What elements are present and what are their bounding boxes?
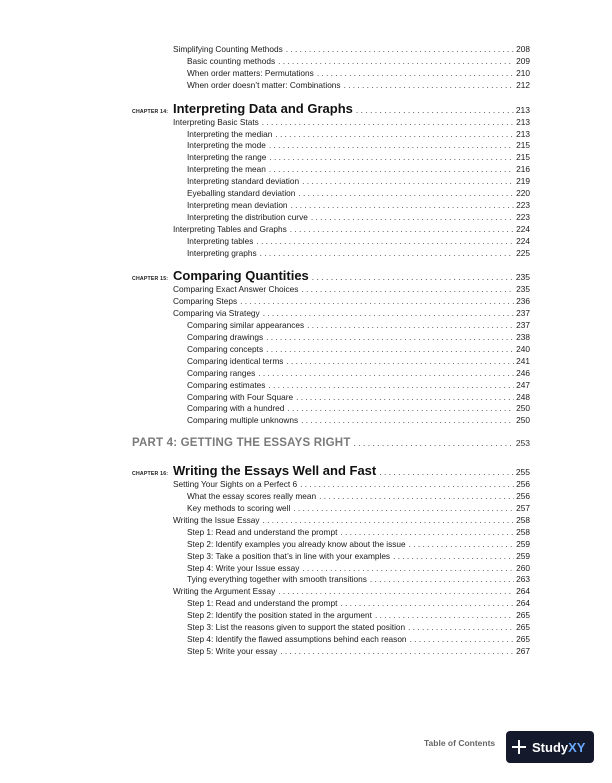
dot-leader: [278, 56, 514, 66]
dot-leader: [301, 284, 514, 294]
dot-leader: [286, 356, 514, 366]
toc-section-entry[interactable]: [173, 284, 530, 296]
toc-entry-title: Eyeballing standard deviation: [187, 188, 296, 198]
toc-entry-title: Step 1: Read and understand the prompt: [187, 526, 338, 537]
dot-leader: [266, 344, 514, 354]
logo-text-xy: XY: [568, 739, 586, 755]
toc-subsection-entry[interactable]: [187, 380, 530, 392]
dot-leader: [354, 438, 514, 448]
toc-page-number: 248: [516, 391, 530, 402]
studyxy-logo[interactable]: [506, 731, 594, 763]
toc-page-number: 250: [516, 403, 530, 414]
toc-entry-title: Comparing Quantities: [173, 268, 309, 284]
dot-leader: [379, 467, 514, 477]
toc-subsection-entry[interactable]: [187, 598, 530, 610]
toc-page-number: 224: [516, 223, 530, 234]
toc-subsection-entry[interactable]: [187, 574, 530, 586]
toc-page-number: 256: [516, 491, 530, 502]
toc-page-number: 257: [516, 503, 530, 513]
toc-subsection-entry[interactable]: [187, 646, 530, 658]
toc-part-entry[interactable]: [132, 437, 530, 453]
dot-leader: [311, 212, 514, 222]
toc-subsection-entry[interactable]: [187, 176, 530, 188]
dot-leader: [409, 539, 515, 549]
toc-page-number: 237: [516, 308, 530, 319]
dot-leader: [240, 296, 514, 306]
dot-leader: [290, 224, 514, 234]
toc-subsection-entry[interactable]: [187, 503, 530, 515]
toc-entry-title: Interpreting Tables and Graphs: [173, 223, 287, 234]
toc-subsection-entry[interactable]: [187, 368, 530, 380]
dot-leader: [275, 129, 514, 139]
toc-page-number: 265: [516, 610, 530, 621]
toc-subsection-entry[interactable]: [187, 212, 530, 224]
toc-page-number: 235: [516, 284, 530, 295]
plus-icon: [512, 740, 526, 754]
dot-leader: [298, 188, 514, 198]
dot-leader: [262, 117, 514, 127]
dot-leader: [319, 491, 514, 501]
dot-leader: [263, 515, 515, 525]
toc-page-number: 220: [516, 188, 530, 198]
dot-leader: [340, 598, 514, 608]
toc-section-entry[interactable]: [173, 586, 530, 598]
toc-subsection-entry[interactable]: [187, 415, 530, 427]
dot-leader: [302, 563, 514, 573]
dot-leader: [356, 105, 514, 115]
dot-leader: [269, 164, 514, 174]
toc-subsection-entry[interactable]: [187, 491, 530, 503]
dot-leader: [258, 368, 514, 378]
toc-subsection-entry[interactable]: [187, 164, 530, 176]
toc-page-number: 256: [516, 479, 530, 490]
toc-subsection-entry[interactable]: [187, 140, 530, 152]
chapter-number-label: CHAPTER 16:: [132, 471, 169, 478]
dot-leader: [393, 551, 514, 561]
toc-entry-title: Interpreting the mean: [187, 164, 266, 175]
toc-subsection-entry[interactable]: [187, 622, 530, 634]
toc-section-entry[interactable]: [173, 479, 530, 491]
toc-entry-title: Writing the Argument Essay: [173, 586, 276, 597]
toc-subsection-entry[interactable]: [187, 152, 530, 164]
toc-entry-title: Comparing estimates: [187, 379, 266, 390]
toc-subsection-entry[interactable]: [187, 403, 530, 415]
toc-entry-title: Step 3: Take a position that’s in line with your examples: [187, 550, 391, 561]
dot-leader: [260, 248, 515, 258]
dot-leader: [296, 392, 514, 402]
toc-section-entry[interactable]: [173, 44, 530, 56]
dot-leader: [370, 574, 514, 584]
toc-subsection-entry[interactable]: [187, 551, 530, 563]
dot-leader: [293, 503, 514, 513]
toc-entry-title: Key methods to scoring well: [187, 503, 291, 513]
toc-page-number: 259: [516, 538, 530, 549]
toc-page-number: 259: [516, 550, 530, 561]
dot-leader: [278, 586, 514, 596]
toc-page-number: 263: [516, 574, 530, 585]
toc-entry-title: Comparing with a hundred: [187, 403, 285, 414]
toc-entry-title: Step 4: Write your Issue essay: [187, 562, 300, 573]
toc-entry-title: Comparing Steps: [173, 296, 238, 307]
toc-entry-title: Interpreting tables: [187, 235, 254, 246]
toc-entry-title: Comparing with Four Square: [187, 391, 294, 402]
toc-entry-title: Step 4: Identify the flawed assumptions behind each reason: [187, 633, 407, 644]
dot-leader: [268, 380, 514, 390]
toc-subsection-entry[interactable]: [187, 392, 530, 404]
toc-page-number: 247: [516, 379, 530, 390]
toc-entry-title: Comparing multiple unknowns: [187, 415, 299, 426]
toc-entry-title: Writing the Essays Well and Fast: [173, 463, 377, 479]
toc-subsection-entry[interactable]: [187, 129, 530, 141]
toc-page-number: 225: [516, 247, 530, 258]
toc-entry-title: Interpreting mean deviation: [187, 199, 288, 210]
toc-page-number: 210: [516, 67, 530, 78]
toc-page-number: 213: [516, 116, 530, 127]
toc-subsection-entry[interactable]: [187, 539, 530, 551]
toc-page-number: 213: [516, 128, 530, 139]
toc-page-number: 267: [516, 645, 530, 656]
footer-label: Table of Contents: [424, 738, 496, 748]
toc-entry-title: Interpreting the median: [187, 128, 273, 139]
toc-entry-title: Comparing identical terms: [187, 355, 284, 366]
toc-page-number: 260: [516, 562, 530, 573]
toc-page-number: 265: [516, 622, 530, 632]
toc-section-entry[interactable]: [173, 117, 530, 129]
toc-page-number: 223: [516, 199, 530, 210]
toc-entry-title: Interpreting the distribution curve: [187, 211, 308, 222]
toc-subsection-entry[interactable]: [187, 356, 530, 368]
dot-leader: [280, 646, 514, 656]
toc-entry-title: When order matters: Permutations: [187, 67, 314, 78]
toc-page-number: 264: [516, 586, 530, 597]
toc-page-number: 250: [516, 415, 530, 426]
toc-subsection-entry[interactable]: [187, 332, 530, 344]
dot-leader: [291, 200, 515, 210]
toc-entry-title: Interpreting Basic Stats: [173, 116, 259, 127]
dot-leader: [312, 272, 514, 282]
dot-leader: [269, 152, 514, 162]
toc-subsection-entry[interactable]: [187, 344, 530, 356]
toc-page-number: 265: [516, 633, 530, 644]
toc-entry-title: Step 3: List the reasons given to support the stated position: [187, 622, 406, 632]
toc-entry-title: Interpreting Data and Graphs: [173, 100, 353, 116]
toc-subsection-entry[interactable]: [187, 248, 530, 260]
dot-leader: [256, 236, 514, 246]
toc-subsection-entry[interactable]: [187, 320, 530, 332]
toc-page-number: 237: [516, 320, 530, 331]
dot-leader: [340, 527, 514, 537]
toc-entry-title: Setting Your Sights on a Perfect 6: [173, 479, 298, 490]
toc-entry-title: Step 2: Identify examples you already know about the issue: [187, 538, 406, 549]
toc-entry-title: Interpreting graphs: [187, 247, 257, 258]
dot-leader: [302, 176, 514, 186]
dot-leader: [266, 332, 514, 342]
toc-page-number: 253: [515, 438, 530, 449]
toc-section-entry[interactable]: [173, 224, 530, 236]
toc-page-number: 208: [516, 44, 530, 54]
toc-entry-title: Step 5: Write your essay: [187, 645, 278, 656]
toc-entry-title: Step 2: Identify the position stated in the argument: [187, 610, 372, 621]
toc-subsection-entry[interactable]: [187, 563, 530, 575]
toc-subsection-entry[interactable]: [187, 200, 530, 212]
toc-page-number: 258: [516, 514, 530, 525]
toc-entry-title: Step 1: Read and understand the prompt: [187, 598, 338, 609]
toc-page-number: 241: [516, 355, 530, 366]
chapter-number-label: CHAPTER 15:: [132, 276, 169, 283]
dot-leader: [263, 308, 514, 318]
toc-page-number: 240: [516, 343, 530, 354]
toc-subsection-entry[interactable]: [187, 56, 530, 68]
toc-page-number: 238: [516, 332, 530, 342]
dot-leader: [317, 68, 514, 78]
dot-leader: [269, 140, 514, 150]
toc-subsection-entry[interactable]: [187, 610, 530, 622]
toc-page-number: 264: [516, 598, 530, 609]
dot-leader: [301, 415, 514, 425]
toc-page-number: 246: [516, 367, 530, 378]
toc-page-number: 255: [515, 467, 530, 478]
toc-section-entry[interactable]: [173, 296, 530, 308]
dot-leader: [410, 634, 515, 644]
toc-entry-title: PART 4: GETTING THE ESSAYS RIGHT: [132, 437, 351, 450]
toc-entry-title: Simplifying Counting Methods: [173, 44, 283, 54]
chapter-number-label: CHAPTER 14:: [132, 108, 169, 115]
toc-section-entry[interactable]: [173, 308, 530, 320]
toc-page-number: 223: [516, 211, 530, 222]
toc-subsection-entry[interactable]: [187, 236, 530, 248]
toc-page-number: 212: [516, 79, 530, 90]
toc-subsection-entry[interactable]: [187, 68, 530, 80]
toc-page-number: 236: [516, 296, 530, 307]
dot-leader: [375, 610, 514, 620]
toc-entry-title: Tying everything together with smooth transitions: [187, 574, 367, 585]
toc-entry-title: What the essay scores really mean: [187, 491, 317, 502]
toc-page-number: 215: [516, 140, 530, 151]
toc-entry-title: Interpreting standard deviation: [187, 176, 300, 187]
toc-page-number: 258: [516, 526, 530, 537]
toc-section-entry[interactable]: [173, 515, 530, 527]
dot-leader: [408, 622, 514, 632]
dot-leader: [307, 320, 514, 330]
toc-subsection-entry[interactable]: [187, 634, 530, 646]
dot-leader: [287, 403, 514, 413]
toc-page-number: 219: [516, 176, 530, 187]
toc-page-number: 209: [516, 55, 530, 66]
toc-entry-title: Basic counting methods: [187, 55, 276, 66]
dot-leader: [286, 44, 514, 54]
toc-entry-title: Comparing concepts: [187, 343, 264, 354]
logo-text-study: Study: [532, 739, 569, 755]
toc-entry-title: Comparing Exact Answer Choices: [173, 284, 299, 295]
toc-subsection-entry[interactable]: [187, 527, 530, 539]
toc-entry-title: Comparing ranges: [187, 367, 256, 378]
toc-page-number: 216: [516, 164, 530, 175]
toc-page-number: 224: [516, 235, 530, 246]
toc-subsection-entry[interactable]: [187, 188, 530, 200]
toc-entry-title: When order doesn’t matter: Combinations: [187, 79, 341, 90]
dot-leader: [300, 479, 514, 489]
toc-page-number: 213: [515, 104, 530, 115]
toc-entry-title: Comparing via Strategy: [173, 308, 260, 319]
toc-entry-title: Comparing similar appearances: [187, 320, 305, 331]
toc-entry-title: Interpreting the mode: [187, 140, 266, 151]
toc-page-number: 235: [515, 272, 530, 283]
toc-entry-title: Writing the Issue Essay: [173, 514, 260, 525]
toc-entry-title: Comparing drawings: [187, 332, 264, 342]
toc-subsection-entry[interactable]: [187, 80, 530, 92]
toc-entry-title: Interpreting the range: [187, 152, 267, 163]
toc-page-number: 215: [516, 152, 530, 163]
dot-leader: [344, 80, 515, 90]
